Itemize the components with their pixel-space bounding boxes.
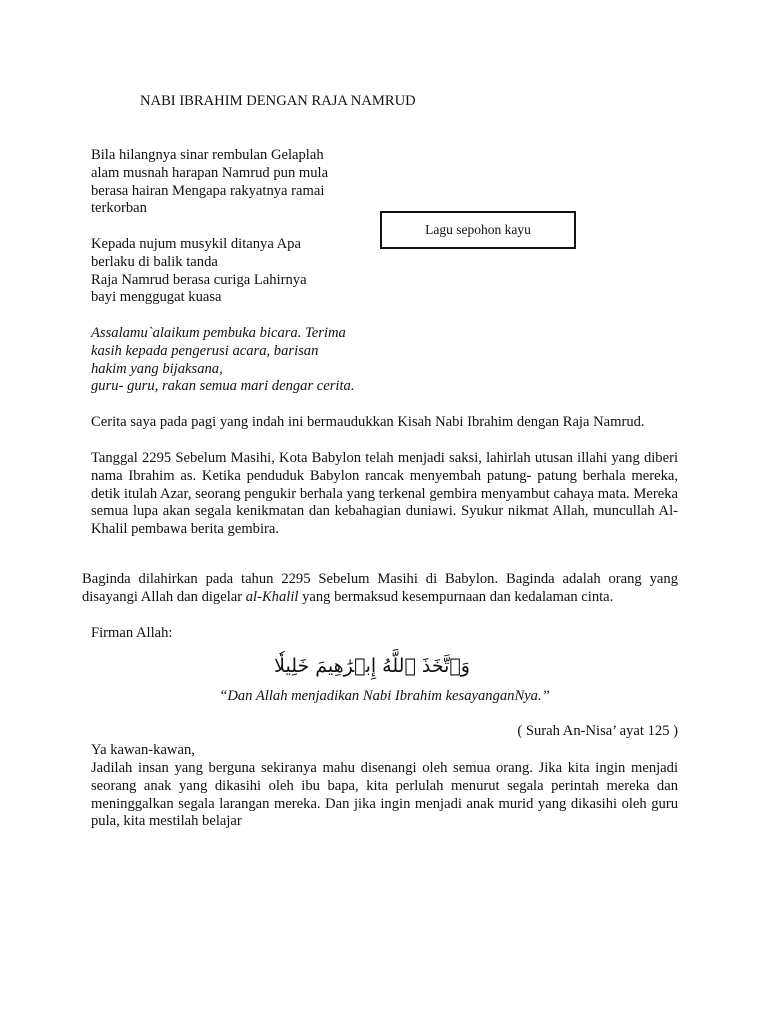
verse-line: terkorban bbox=[91, 200, 147, 217]
intro-paragraph: Cerita saya pada pagi yang indah ini bermaudukkan Kisah Nabi Ibrahim dengan Raja Namrud. bbox=[91, 414, 645, 430]
verse-line: berasa hairan Mengapa rakyatnya ramai bbox=[91, 182, 325, 199]
lyrics-verse-1 bbox=[91, 147, 381, 218]
greeting-line: Assalamu`alaikum pembuka bicara. Terima bbox=[91, 325, 346, 341]
arabic-verse: وَٱتَّخَذَ ٱللَّهُ إِبۡرَٰهِيمَ خَلِيلٗا bbox=[274, 655, 470, 677]
song-title-box bbox=[380, 211, 576, 249]
birth-text: Baginda dilahirkan pada tahun 2295 Sebelum Masihi di Babylon. Baginda adalah orang yang disayangi Allah dan digelar bbox=[82, 571, 678, 605]
birth-text-end: yang bermaksud kesempurnaan dan kedalaman cinta. bbox=[298, 588, 614, 605]
greeting-paragraph bbox=[91, 325, 381, 396]
birth-paragraph bbox=[82, 571, 678, 607]
verse-line: Kepada nujum musykil ditanya Apa bbox=[91, 236, 301, 252]
verse-line: alam musnah harapan Namrud pun mula bbox=[91, 164, 329, 181]
lyrics-verse-2 bbox=[91, 236, 381, 307]
verse-translation: “Dan Allah menjadikan Nabi Ibrahim kesayanganNya.” bbox=[219, 688, 550, 704]
song-title-label: Lagu sepohon kayu bbox=[425, 222, 531, 237]
greeting-line: guru- guru, rakan semua mari dengar cerita. bbox=[91, 378, 355, 395]
verse-line: Raja Namrud berasa curiga Lahirnya bbox=[91, 271, 307, 288]
greeting-line: kasih kepada pengerusi acara, barisan bbox=[91, 342, 319, 359]
verse-line: Bila hilangnya sinar rembulan Gelaplah bbox=[91, 147, 324, 163]
verse-line: bayi menggugat kuasa bbox=[91, 289, 222, 306]
verse-reference: ( Surah An-Nisa’ ayat 125 ) bbox=[517, 723, 678, 739]
verse-line: berlaku di balik tanda bbox=[91, 253, 218, 270]
document-title: NABI IBRAHIM DENGAN RAJA NAMRUD bbox=[140, 93, 416, 109]
history-paragraph: Tanggal 2295 Sebelum Masihi, Kota Babylon telah menjadi saksi, lahirlah utusan illahi yang diberi nama Ibrahim as. Ketika penduduk Babylon rancak menyembah patung- patung berhala mereka, detik itulah Azar, seorang pengukir berhala yang terkenal gembira menyambut cahaya mata. Mereka semua lupa akan segala kenikmatan dan kebahagian duniawi. Syukur nikmat Allah, muncullah Al-Khalil pembawa berita gembira. bbox=[91, 450, 678, 538]
firman-label: Firman Allah: bbox=[91, 625, 173, 641]
closing-paragraph: Jadilah insan yang berguna sekiranya mahu disenangi oleh semua orang. Jika kita ingin menjadi seorang anak yang dikasihi oleh ibu bapa, kita perlulah menurut segala perintah mereka dan meninggalkan segala larangan mereka. Dan jika ingin menjadi anak murid yang dikasihi oleh guru pula, kita mestilah belajar bbox=[91, 760, 678, 830]
birth-italic-term: al-Khalil bbox=[245, 588, 299, 605]
greeting-line: hakim yang bijaksana, bbox=[91, 360, 223, 377]
closing-greeting: Ya kawan-kawan, bbox=[91, 742, 195, 758]
